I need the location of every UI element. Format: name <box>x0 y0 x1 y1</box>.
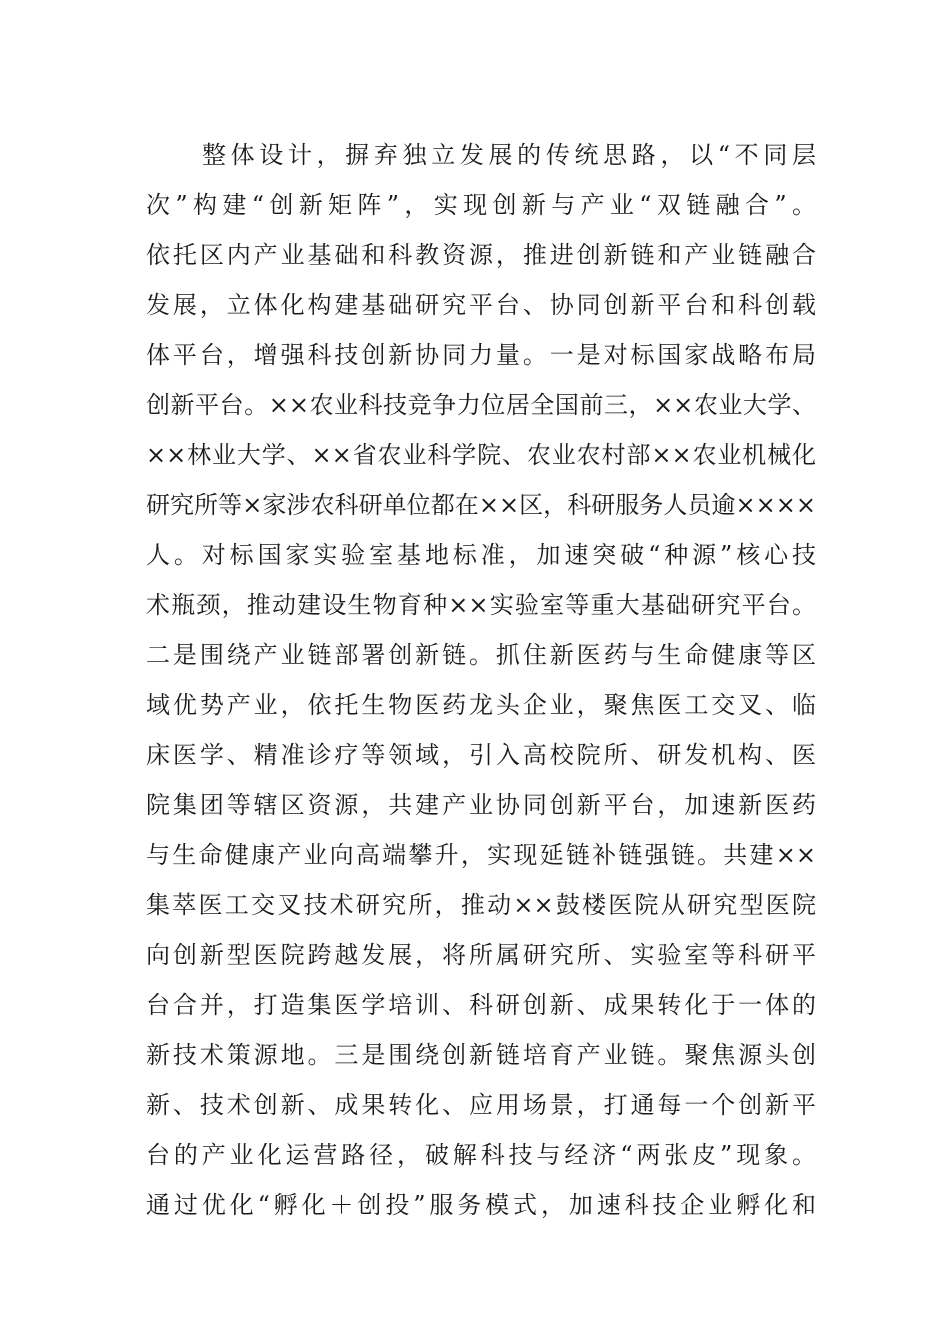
text-line-9: 人。对标国家实验室基地标准，加速突破“种源”核心技 <box>146 541 816 569</box>
text-line-22: 通过优化“孵化＋创投”服务模式，加速科技企业孵化和 <box>146 1191 816 1219</box>
text-line-8: 研究所等×家涉农科研单位都在××区，科研服务人员逾×××× <box>146 491 816 519</box>
text-line-4: 发展，立体化构建基础研究平台、协同创新平台和科创载 <box>146 291 816 319</box>
text-line-19: 新技术策源地。三是围绕创新链培育产业链。聚焦源头创 <box>146 1041 816 1069</box>
text-line-5: 体平台，增强科技创新协同力量。一是对标国家战略布局 <box>146 341 816 369</box>
text-line-3: 依托区内产业基础和科教资源，推进创新链和产业链融合 <box>146 241 816 269</box>
text-line-11: 二是围绕产业链部署创新链。抓住新医药与生命健康等区 <box>146 641 816 669</box>
text-line-15: 与生命健康产业向高端攀升，实现延链补链强链。共建×× <box>146 841 816 869</box>
body-paragraph <box>146 130 816 1230</box>
text-line-14: 院集团等辖区资源，共建产业协同创新平台，加速新医药 <box>146 791 816 819</box>
text-line-18: 台合并，打造集医学培训、科研创新、成果转化于一体的 <box>146 991 816 1019</box>
text-line-2: 次”构建“创新矩阵”，实现创新与产业“双链融合”。 <box>146 191 816 219</box>
text-line-6: 创新平台。××农业科技竞争力位居全国前三，××农业大学、 <box>146 391 816 419</box>
text-line-21: 台的产业化运营路径，破解科技与经济“两张皮”现象。 <box>146 1141 816 1169</box>
text-line-16: 集萃医工交叉技术研究所，推动××鼓楼医院从研究型医院 <box>146 891 816 919</box>
text-line-7: ××林业大学、××省农业科学院、农业农村部××农业机械化 <box>146 441 816 469</box>
text-line-13: 床医学、精准诊疗等领域，引入高校院所、研发机构、医 <box>146 741 816 769</box>
text-line-10: 术瓶颈，推动建设生物育种××实验室等重大基础研究平台。 <box>146 591 816 619</box>
text-line-1: 整体设计，摒弃独立发展的传统思路，以“不同层 <box>202 141 816 169</box>
text-line-20: 新、技术创新、成果转化、应用场景，打通每一个创新平 <box>146 1091 816 1119</box>
text-line-17: 向创新型医院跨越发展，将所属研究所、实验室等科研平 <box>146 941 816 969</box>
text-line-12: 域优势产业，依托生物医药龙头企业，聚焦医工交叉、临 <box>146 691 816 719</box>
